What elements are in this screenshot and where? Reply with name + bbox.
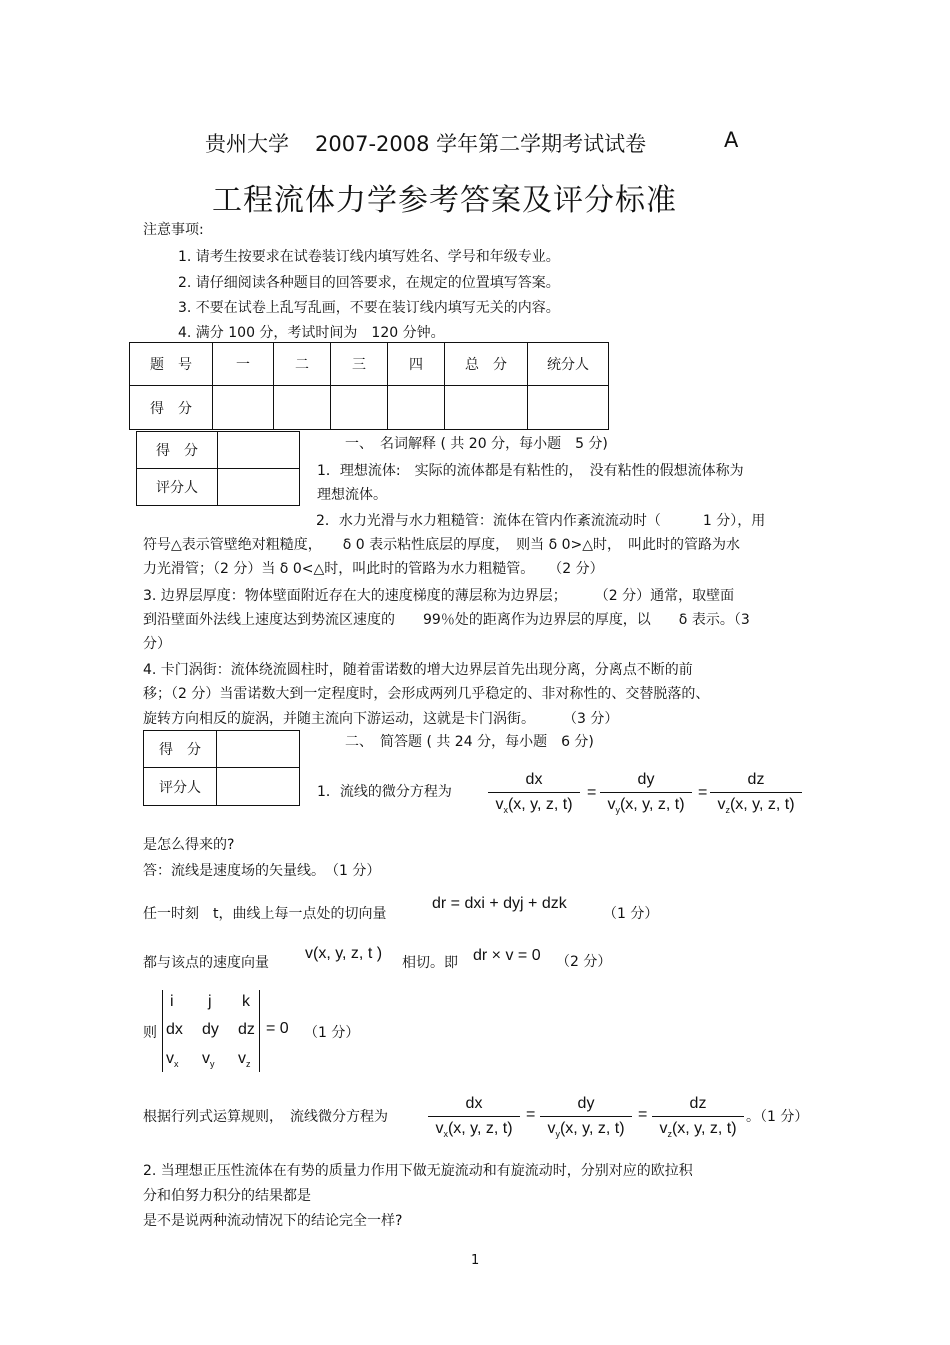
grader-cell [217, 768, 300, 806]
fraction-denominator: $v_z(x$, y, z, t) [717, 796, 795, 816]
s2-ans3-score: （2 分） [556, 954, 612, 970]
s1-q2-line1: 2．水力光滑与水力粗糙管：流体在管内作紊流流动时（ 1 分），用 [316, 513, 766, 529]
determinant-left-bar [162, 990, 163, 1072]
fraction-numerator: dy [577, 1095, 595, 1112]
score-table-header: 三 [331, 343, 388, 386]
s2-ans2-text: 任一时刻 t，曲线上每一点处的切向量 [143, 906, 387, 922]
page-title: 工程流体力学参考答案及评分标准 [212, 183, 677, 218]
fraction-denominator: $v_x(x$, y, z, t) [435, 1120, 513, 1140]
det-cell: k [242, 993, 250, 1010]
s1-q4-line2: 移；（2 分）当雷诺数大到一定程度时，会形成两列几乎稳定的、非对称性的、交替脱落的、 [143, 686, 710, 702]
s1-q2-line3: 力光滑管；（2 分）当 δ 0<△时，叫此时的管路为水力粗糙管。 （2 分） [143, 561, 604, 577]
page-number: 1 [471, 1253, 480, 1268]
score-cell [274, 386, 331, 430]
fraction-numerator: dy [637, 771, 655, 788]
score-cell [388, 386, 445, 430]
s1-q3-line3: 分） [143, 636, 171, 652]
s2-q2-line1: 2. 当理想正压性流体在有势的质量力作用下做无旋流动和有旋流动时，分别对应的欧拉积 [143, 1163, 693, 1179]
grader-score-cell [217, 731, 300, 768]
grader-label: 评分人 [144, 768, 217, 806]
score-table-header: 总 分 [445, 343, 528, 386]
grader-score-label: 得 分 [137, 432, 218, 469]
grader-box-1 [136, 431, 300, 506]
fraction-denominator: $v_z(x$, y, z, t) [659, 1120, 737, 1140]
det-cell: $v_z$ [238, 1050, 251, 1070]
note-item-2: 2. 请仔细阅读各种题目的回答要求，在规定的位置填写答案。 [178, 275, 560, 291]
det-equals-zero: = 0 [266, 1020, 289, 1037]
grader-label: 评分人 [137, 469, 218, 506]
fraction-dz-vz [710, 770, 802, 820]
s2-q2-line2: 分和伯努力积分的结果都是 [143, 1188, 311, 1204]
det-cell: $v_x$ [166, 1050, 179, 1070]
score-cell [213, 386, 274, 430]
score-row-label: 得 分 [130, 386, 213, 430]
equals-sign: = [698, 784, 708, 801]
section2-heading: 二、 简答题 ( 共 24 分，每小题 6 分) [345, 734, 594, 750]
grader-cell [218, 469, 300, 506]
s1-q3-line1: 3. 边界层厚度：物体壁面附近存在大的速度梯度的薄层称为边界层； （2 分）通常，取壁面 [143, 588, 735, 604]
det-cell: j [208, 993, 212, 1010]
equals-sign: = [638, 1106, 648, 1123]
fraction-denominator: $v_y(x$, y, z, t) [547, 1120, 625, 1140]
fraction-numerator: dz [747, 771, 765, 788]
s2-q1-intro: 1．流线的微分方程为 [317, 784, 452, 800]
note-item-3: 3. 不要在试卷上乱写乱画，不要在装订线内填写无关的内容。 [178, 300, 560, 316]
fraction-dz-vz [652, 1094, 744, 1144]
section1-heading: 一、 名词解释 ( 共 20 分，每小题 5 分) [345, 436, 608, 452]
grader-box-2 [143, 730, 300, 806]
equals-sign: = [587, 784, 597, 801]
s2-ans4-text: 则 [143, 1025, 157, 1041]
cross-product-eq: dr × v = 0 [473, 947, 541, 964]
fraction-denominator: $v_y(x$, y, z, t) [607, 796, 685, 816]
equals-sign: = [526, 1106, 536, 1123]
note-item-4: 4. 满分 100 分，考试时间为 120 分钟。 [178, 325, 445, 341]
grader-score-label: 得 分 [144, 731, 217, 768]
det-cell: dz [238, 1021, 255, 1038]
fraction-dy-vy [540, 1094, 632, 1144]
header-year: 2007-2008 学年第二学期考试试卷 [315, 132, 647, 156]
s2-ans5-score: 。（1 分） [746, 1109, 809, 1125]
score-cell [445, 386, 528, 430]
s1-q2-line2: 符号△表示管壁绝对粗糙度， δ 0 表示粘性底层的厚度， 则当 δ 0>△时， 叫此时的管路为水 [143, 537, 741, 553]
score-table-header: 二 [274, 343, 331, 386]
s2-q1-tail: 是怎么得来的? [143, 837, 235, 853]
fraction-dx-vx [488, 770, 580, 820]
s2-q2-line3: 是不是说两种流动情况下的结论完全一样? [143, 1213, 403, 1229]
det-cell: i [170, 993, 174, 1010]
s1-q1-line1: 1．理想流体: 实际的流体都是有粘性的， 没有粘性的假想流体称为 [317, 463, 744, 479]
s2-ans2-score: （1 分） [603, 906, 659, 922]
s2-ans3-mid: 相切。即 [402, 955, 458, 971]
fraction-dx-vx [428, 1094, 520, 1144]
determinant-right-bar [259, 990, 260, 1072]
velocity-vector: v(x, y, z, t ) [305, 945, 383, 962]
s1-q4-line3: 旋转方向相反的旋涡，并随主流向下游运动，这就是卡门涡街。 （3 分） [143, 711, 619, 727]
fraction-numerator: dz [689, 1095, 707, 1112]
fraction-numerator: dx [465, 1095, 483, 1112]
fraction-numerator: dx [525, 771, 543, 788]
s2-ans1: 答：流线是速度场的矢量线。 （1 分） [143, 863, 381, 879]
det-cell: dx [166, 1021, 183, 1038]
s1-q4-line1: 4. 卡门涡街：流体绕流圆柱时，随着雷诺数的增大边界层首先出现分离，分离点不断的前 [143, 662, 693, 678]
header-variant: A [724, 128, 739, 152]
tangent-vector-eq: dr = dxi + dyj + dzk [432, 895, 567, 912]
fraction-dy-vy [600, 770, 692, 820]
s2-ans4-score: （1 分） [304, 1025, 360, 1041]
score-table-header: 题 号 [130, 343, 213, 386]
fraction-denominator: $v_x(x$, y, z, t) [495, 796, 573, 816]
note-item-1: 1. 请考生按要求在试卷装订线内填写姓名、学号和年级专业。 [178, 249, 560, 265]
score-table-header: 一 [213, 343, 274, 386]
header-university: 贵州大学 [205, 132, 289, 156]
s1-q1-line2: 理想流体。 [317, 487, 387, 503]
score-cell [528, 386, 609, 430]
score-table [129, 342, 609, 430]
s1-q3-line2: 到沿壁面外法线上速度达到势流区速度的 99％处的距离作为边界层的厚度，以 δ 表示。（3 [143, 612, 750, 628]
det-cell: dy [202, 1021, 219, 1038]
det-cell: $v_y$ [202, 1050, 215, 1070]
grader-score-cell [218, 432, 300, 469]
score-table-header: 四 [388, 343, 445, 386]
s2-ans5-text: 根据行列式运算规则， 流线微分方程为 [143, 1109, 388, 1125]
score-table-header: 统分人 [528, 343, 609, 386]
score-cell [331, 386, 388, 430]
notes-heading: 注意事项: [143, 222, 204, 238]
s2-ans3-text: 都与该点的速度向量 [143, 955, 269, 971]
